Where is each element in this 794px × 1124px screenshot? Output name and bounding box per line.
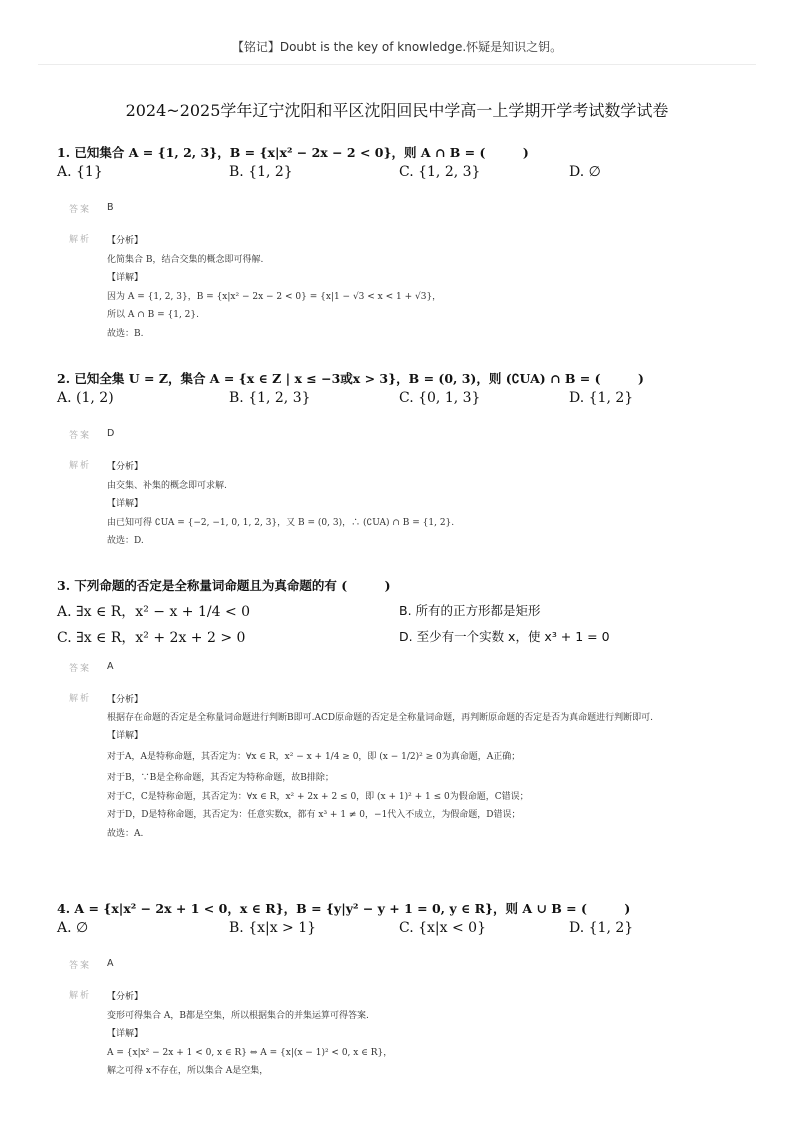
- answer-label: 答案: [69, 664, 92, 674]
- answer-row: [69, 428, 757, 458]
- analysis-line: 【分析】: [107, 695, 144, 705]
- analysis-line: 根据存在命题的否定是全称量词命题进行判断B即可.ACD原命题的否定是全称量词命题，再判断原命题的否定是否为真命题进行判断即可.: [107, 712, 653, 723]
- analysis-line: 【详解】: [107, 1029, 144, 1039]
- analysis-line: 由交集、补集的概念即可求解.: [107, 480, 227, 491]
- answer-value: A: [107, 661, 114, 672]
- analysis-line: 所以 A ∩ B = {1, 2}.: [107, 310, 199, 320]
- analysis-line: 由已知可得 ∁UA = {−2, −1, 0, 1, 2, 3}，又 B = (0, 3)，∴ (∁UA) ∩ B = {1, 2}.: [107, 517, 455, 528]
- header-divider: [38, 64, 756, 65]
- analysis-body: [107, 458, 737, 551]
- question-1: [57, 144, 757, 339]
- analysis-line: 解之可得 x不存在，所以集合 A是空集，: [107, 1066, 269, 1076]
- analysis-label: 解析: [69, 991, 92, 1001]
- analysis-line: 【分析】: [107, 236, 144, 246]
- options: [57, 390, 757, 414]
- analysis-line: 对于D，D是特称命题，其否定为：任意实数x，都有 x³ + 1 ≠ 0，−1代入不成立，为假命题，D错误；: [107, 810, 521, 820]
- question-4: [57, 900, 757, 1076]
- question-stem: 4. A = {x|x² − 2x + 1 < 0，x ∈ R}，B = {y|y² − y + 1 = 0, y ∈ R}，则 A ∪ B = ( ): [57, 901, 631, 916]
- analysis-label: 解析: [69, 461, 92, 471]
- option-d: D. {1, 2}: [569, 390, 634, 406]
- analysis-line: 【详解】: [107, 499, 144, 509]
- option-a: A. ∅: [57, 920, 89, 936]
- analysis-line: 因为 A = {1, 2, 3}，B = {x|x² − 2x − 2 < 0} = {x|1 − √3 < x < 1 + √3}，: [107, 291, 442, 302]
- option-c: C. {x|x < 0}: [399, 920, 486, 936]
- option-c: C. {1, 2, 3}: [399, 164, 481, 180]
- exam-title: 2024~2025学年辽宁沈阳和平区沈阳回民中学高一上学期开学考试数学试卷: [125, 101, 669, 120]
- options: [57, 164, 757, 188]
- answer-row: [69, 661, 757, 691]
- option-d: D. ∅: [569, 164, 601, 180]
- option-c: C. ∃x ∈ R，x² + 2x + 2 > 0: [57, 630, 246, 646]
- option-d: D. 至少有一个实数 x，使 x³ + 1 = 0: [399, 629, 610, 644]
- analysis-line: 故选：B.: [107, 328, 144, 339]
- option-b: B. {1, 2}: [229, 164, 293, 180]
- analysis-line: 对于C，C是特称命题，其否定为：∀x ∈ R，x² + 2x + 2 ≤ 0，即 (x + 1)² + 1 ≤ 0为假命题，C错误；: [107, 791, 529, 802]
- analysis-line: 故选：D.: [107, 536, 144, 546]
- analysis-body: [107, 232, 737, 343]
- analysis-label: 解析: [69, 694, 92, 704]
- answer-label: 答案: [69, 431, 92, 441]
- analysis-line: 对于B，∵B是全称命题，其否定为特称命题，故B排除；: [107, 773, 334, 783]
- analysis-line: 【详解】: [107, 273, 144, 283]
- analysis-body: [107, 988, 737, 1081]
- analysis-line: 化简集合 B，结合交集的概念即可得解.: [107, 254, 264, 265]
- answer-label: 答案: [69, 961, 92, 971]
- option-d: D. {1, 2}: [569, 920, 634, 936]
- analysis-line: 【分析】: [107, 462, 144, 472]
- question-2: [57, 370, 757, 546]
- answer-value: D: [107, 428, 115, 439]
- analysis-line: 【详解】: [107, 730, 144, 741]
- answer-label: 答案: [69, 205, 92, 215]
- answer-row: [69, 958, 757, 988]
- analysis-line: 变形可得集合 A，B都是空集，所以根据集合的并集运算可得答案.: [107, 1010, 369, 1021]
- analysis-body: [107, 691, 737, 843]
- analysis-label: 解析: [69, 235, 92, 245]
- answer-value: B: [107, 202, 114, 213]
- analysis-line: 故选：A.: [107, 828, 144, 839]
- analysis-line: A = {x|x² − 2x + 1 < 0, x ∈ R} ⇔ A = {x|(x − 1)² < 0, x ∈ R}，: [107, 1047, 393, 1058]
- option-a: A. {1}: [57, 164, 103, 180]
- option-b: B. {x|x > 1}: [229, 920, 317, 936]
- options: [57, 627, 757, 651]
- option-a: A. (1, 2): [57, 390, 114, 406]
- question-stem: 3. 下列命题的否定是全称量词命题且为真命题的有 ( ): [57, 578, 391, 593]
- answer-value: A: [107, 958, 114, 969]
- option-a: A. ∃x ∈ R，x² − x + 1/4 < 0: [57, 604, 251, 620]
- analysis-line: 对于A，A是特称命题，其否定为：∀x ∈ R，x² − x + 1/4 ≥ 0，即 (x − 1/2)² ≥ 0为真命题，A正确；: [107, 752, 521, 762]
- question-stem: 1. 已知集合 A = {1, 2, 3}，B = {x|x² − 2x − 2 < 0}，则 A ∩ B = ( ): [57, 145, 529, 160]
- answer-row: [69, 202, 757, 232]
- options: [57, 920, 757, 944]
- analysis-line: 【分析】: [107, 992, 144, 1002]
- option-b: B. 所有的正方形都是矩形: [399, 603, 541, 618]
- options: [57, 597, 757, 627]
- option-b: B. {1, 2, 3}: [229, 390, 311, 406]
- question-3: [57, 577, 757, 839]
- option-c: C. {0, 1, 3}: [399, 390, 481, 406]
- question-stem: 2. 已知全集 U = Z，集合 A = {x ∈ Z | x ≤ −3或x > 3}，B = (0, 3)，则 (∁UA) ∩ B = ( ): [57, 371, 644, 386]
- motto: 【铭记】Doubt is the key of knowledge.怀疑是知识之钥。: [231, 40, 563, 54]
